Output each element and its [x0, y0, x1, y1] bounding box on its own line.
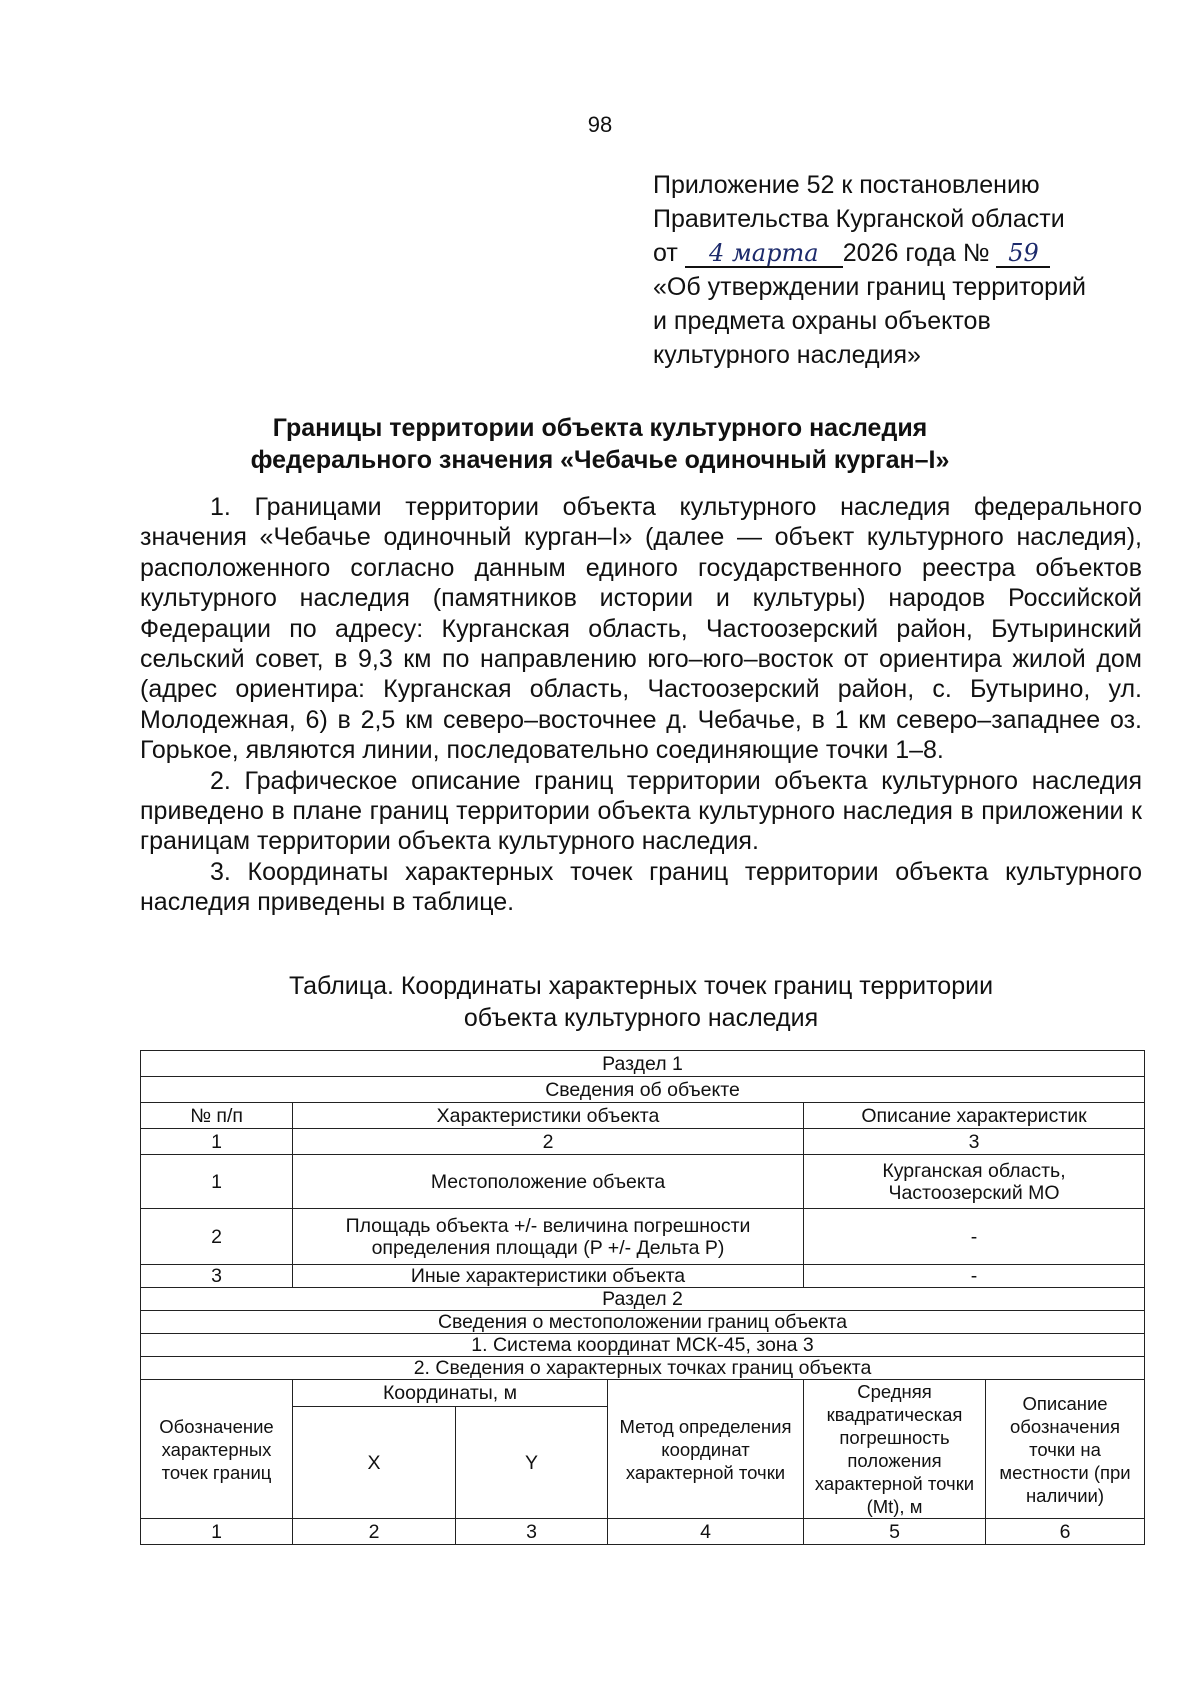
row-2-description: - — [804, 1209, 1145, 1265]
points-col-number-5: 5 — [804, 1519, 986, 1545]
annex-line-6: культурного наследия» — [653, 341, 921, 369]
header-coordinates: Координаты, м — [293, 1380, 608, 1407]
table-caption-line-1: Таблица. Координаты характерных точек границ территории — [288, 972, 994, 1000]
header-error: Средняя квадратическая погрешность положения характерной точки (Mt), м — [804, 1380, 986, 1519]
row-1-description-line-1: Курганская область, — [882, 1159, 1066, 1182]
section-1-header: Раздел 1 — [141, 1051, 1145, 1077]
document-title — [140, 412, 1060, 476]
coordinates-table — [140, 1050, 1145, 1545]
col-number-3: 3 — [804, 1129, 1145, 1155]
points-col-number-3: 3 — [456, 1519, 608, 1545]
points-col-number-6: 6 — [986, 1519, 1145, 1545]
annex-line-4: «Об утверждении границ территорий — [653, 273, 1086, 301]
annex-year-text: 2026 года № — [842, 239, 990, 267]
annex-date-line — [653, 236, 1173, 270]
table-caption-line-2: объекта культурного наследия — [463, 1004, 819, 1032]
header-characteristics: Характеристики объекта — [293, 1103, 804, 1129]
annex-line-1: Приложение 52 к постановлению — [653, 171, 1040, 199]
points-title: 2. Сведения о характерных точках границ объекта — [141, 1357, 1145, 1380]
row-2-characteristic-line-2: определения площади (P +/- Дельта P) — [371, 1236, 725, 1259]
header-y: Y — [456, 1407, 608, 1519]
annex-block — [653, 168, 1173, 372]
row-1-description — [804, 1155, 1145, 1209]
section-2-title: Сведения о местоположении границ объекта — [141, 1311, 1145, 1334]
annex-ot-prefix: от — [653, 239, 678, 267]
coordinate-system: 1. Система координат МСК-45, зона 3 — [141, 1334, 1145, 1357]
row-2-num: 2 — [141, 1209, 293, 1265]
section-1-title: Сведения об объекте — [141, 1077, 1145, 1103]
row-1-characteristic: Местоположение объекта — [293, 1155, 804, 1209]
points-col-number-4: 4 — [608, 1519, 804, 1545]
title-line-1: Границы территории объекта культурного наследия — [272, 414, 928, 442]
row-3-characteristic: Иные характеристики объекта — [293, 1265, 804, 1288]
header-point-description: Описание обозначения точки на местности (при наличии) — [986, 1380, 1145, 1519]
handwritten-number: 59 — [996, 240, 1050, 268]
row-1-description-line-2: Частоозерский МО — [888, 1181, 1060, 1204]
col-number-2: 2 — [293, 1129, 804, 1155]
row-1-num: 1 — [141, 1155, 293, 1209]
paragraph-1: 1. Границами территории объекта культурного наследия федерального значения «Чебачье одиночный курган–I» (далее — объект культурного наследия), расположенного согласно данным единого государственного реестра объектов культурного наследия (памятников истории и культуры) народов Российской Федерации по адресу: Курганская область, Частоозерский район, Бутыринский сельский совет, в 9,3 км по направлению юго–юго–восток от ориентира жилой дом (адрес ориентира: Курганская область, Частоозерский район, с. Бутырино, ул. Молодежная, 6) в 2,5 км северо–восточнее д. Чебачье, в 1 км северо–западнее оз. Горькое, являются линии, последовательно соединяющие точки 1–8. — [140, 493, 1142, 765]
page-number: 98 — [587, 112, 613, 137]
points-col-number-2: 2 — [293, 1519, 456, 1545]
table-caption — [140, 970, 1142, 1034]
header-method: Метод определения координат характерной точки — [608, 1380, 804, 1519]
title-line-2: федерального значения «Чебачье одиночный курган–I» — [250, 446, 950, 474]
paragraph-3: 3. Координаты характерных точек границ территории объекта культурного наследия приведены в таблице. — [140, 857, 1142, 917]
annex-line-2: Правительства Курганской области — [653, 205, 1065, 233]
row-2-characteristic-line-1: Площадь объекта +/- величина погрешности — [345, 1214, 751, 1237]
header-description: Описание характеристик — [804, 1103, 1145, 1129]
col-number-1: 1 — [141, 1129, 293, 1155]
header-x: X — [293, 1407, 456, 1519]
handwritten-date: 4 марта — [685, 240, 843, 268]
section-2-header: Раздел 2 — [141, 1288, 1145, 1311]
points-col-number-1: 1 — [141, 1519, 293, 1545]
header-point-designation: Обозначение характерных точек границ — [141, 1380, 293, 1519]
row-3-description: - — [804, 1265, 1145, 1288]
row-2-characteristic — [293, 1209, 804, 1265]
header-num: № п/п — [141, 1103, 293, 1129]
row-3-num: 3 — [141, 1265, 293, 1288]
body-text — [140, 492, 1142, 918]
annex-line-5: и предмета охраны объектов — [653, 307, 991, 335]
paragraph-2: 2. Графическое описание границ территории объекта культурного наследия приведено в плане границ территории объекта культурного наследия в приложении к границам территории объекта культурного наследия. — [140, 766, 1142, 856]
